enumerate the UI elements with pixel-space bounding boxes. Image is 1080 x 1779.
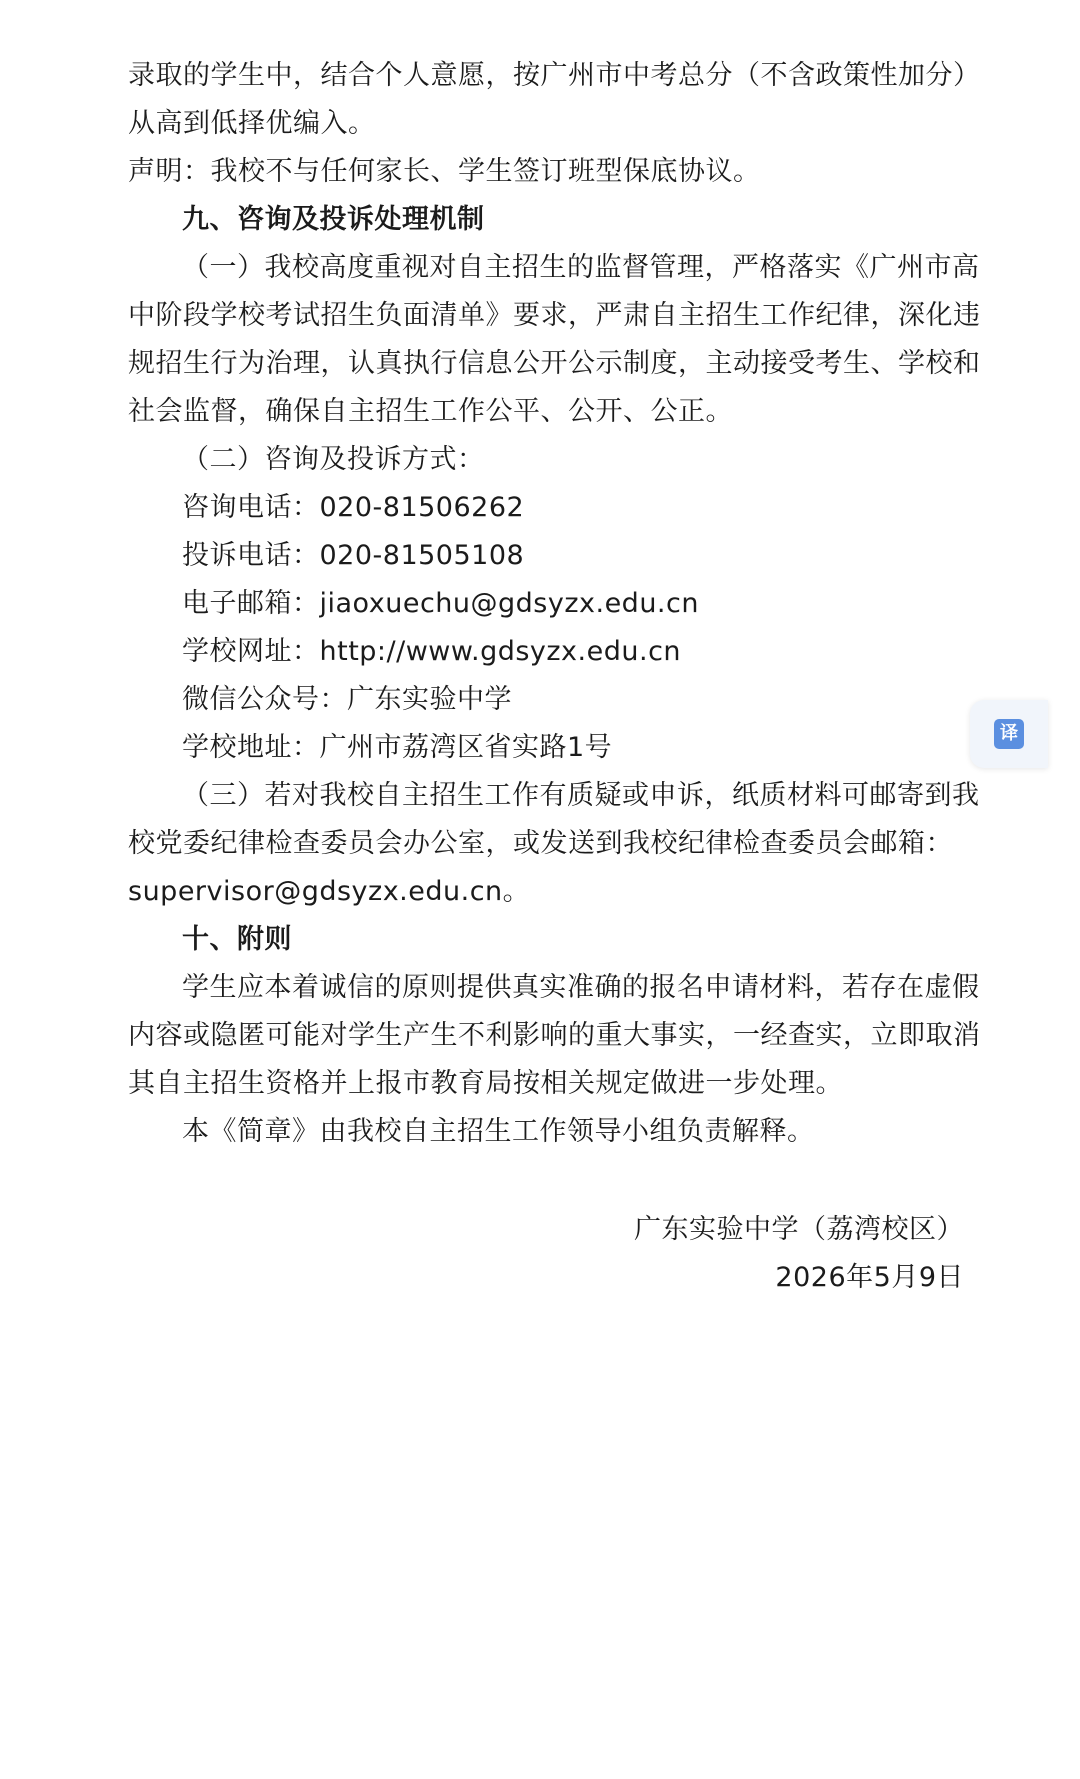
text-line: （三）若对我校自主招生工作有质疑或申诉，纸质材料可邮寄到我 (182, 780, 980, 811)
text-line: 其自主招生资格并上报市教育局按相关规定做进一步处理。 (128, 1068, 843, 1099)
supervisor-email: supervisor@gdsyzx.edu.cn。 (128, 876, 531, 907)
email: 电子邮箱：jiaoxuechu@gdsyzx.edu.cn (182, 588, 699, 619)
text-line: 学生应本着诚信的原则提供真实准确的报名申请材料，若存在虚假 (182, 972, 980, 1003)
section-heading-10: 十、附则 (182, 924, 292, 955)
text-line: 中阶段学校考试招生负面清单》要求，严肃自主招生工作纪律，深化违 (128, 300, 981, 331)
text-line: 校党委纪律检查委员会办公室，或发送到我校纪律检查委员会邮箱： (128, 828, 953, 859)
consult-phone: 咨询电话：020-81506262 (182, 492, 525, 523)
subheading-contact-methods: （二）咨询及投诉方式： (182, 444, 485, 475)
school-address: 学校地址：广州市荔湾区省实路1号 (182, 732, 613, 763)
statement-line: 声明：我校不与任何家长、学生签订班型保底协议。 (128, 156, 761, 187)
school-website: 学校网址：http://www.gdsyzx.edu.cn (182, 636, 682, 667)
text-line: 从高到低择优编入。 (128, 108, 376, 139)
signature-date: 2026年5月9日 (775, 1262, 964, 1293)
complaint-phone: 投诉电话：020-81505108 (182, 540, 525, 571)
text-line: 内容或隐匿可能对学生产生不利影响的重大事实，一经查实，立即取消 (128, 1020, 981, 1051)
section-heading-9: 九、咨询及投诉处理机制 (182, 204, 485, 235)
wechat-account: 微信公众号：广东实验中学 (182, 684, 512, 715)
text-line: 社会监督，确保自主招生工作公平、公开、公正。 (128, 396, 733, 427)
text-line: 录取的学生中，结合个人意愿，按广州市中考总分（不含政策性加分） (128, 60, 981, 91)
document-page (128, 52, 981, 1302)
text-line: 规招生行为治理，认真执行信息公开公示制度，主动接受考生、学校和 (128, 348, 981, 379)
translate-button[interactable] (970, 700, 1048, 768)
text-line: （一）我校高度重视对自主招生的监督管理，严格落实《广州市高 (182, 252, 980, 283)
interpretation-line: 本《简章》由我校自主招生工作领导小组负责解释。 (182, 1116, 815, 1147)
signature-block (128, 1206, 968, 1302)
signature-school: 广东实验中学（荔湾校区） (634, 1214, 964, 1245)
translate-icon: 译 (994, 719, 1024, 749)
